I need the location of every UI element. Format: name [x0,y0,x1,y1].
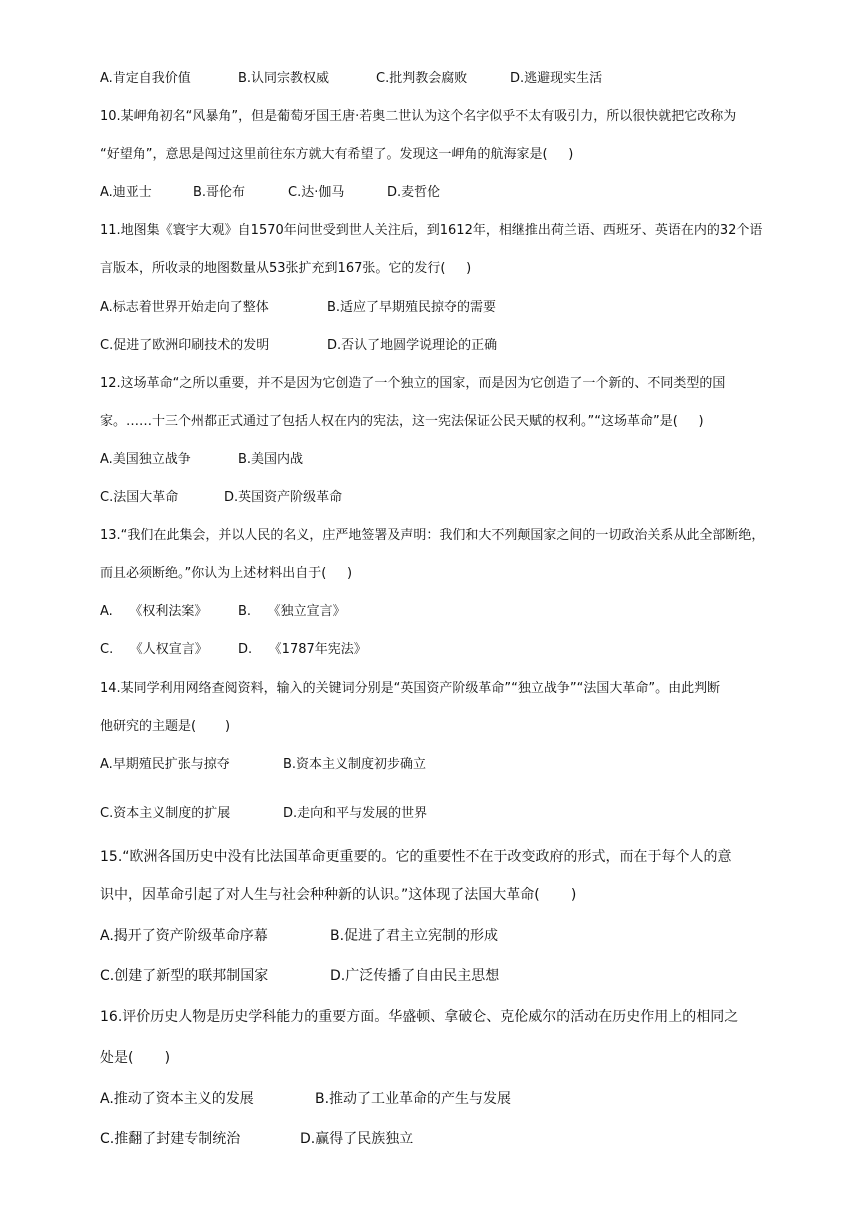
q12-option-b: B.美国内战 [238,452,304,467]
q15-stem-line-1: 15.“欧洲各国历史中没有比法国革命更重要的。它的重要性不在于改变政府的形式，而在于每个人的意 [100,849,732,865]
q12-option-a: A.美国独立战争 [100,452,191,467]
q15-option-b: B.促进了君主立宪制的形成 [330,928,499,944]
q16-option-b: B.推动了工业革命的产生与发展 [315,1091,512,1107]
q13-option-c: C. 《人权宣言》 [100,642,208,657]
q14-stem-line-1: 14.某同学利用网络查阅资料，输入的关键词分别是“英国资产阶级革命”“独立战争”“法国大革命”。由此判断 [100,681,721,696]
q9-option-c: C.批判教会腐败 [376,71,468,86]
q16-stem-line-1: 16.评价历史人物是历史学科能力的重要方面。华盛顿、拿破仑、克伦威尔的活动在历史作用上的相同之 [100,1009,739,1025]
q14-option-a: A.早期殖民扩张与掠夺 [100,757,230,772]
q15-option-c: C.创建了新型的联邦制国家 [100,968,269,984]
q11-option-c: C.促进了欧洲印刷技术的发明 [100,338,270,353]
q16-option-c: C.推翻了封建专制统治 [100,1131,241,1147]
q11-option-d: D.否认了地圆学说理论的正确 [327,338,498,353]
q16-option-a: A.推动了资本主义的发展 [100,1091,254,1107]
q12-stem-line-2: 家。……十三个州都正式通过了包括人权在内的宪法，这一宪法保证公民天赋的权利。”“这场革命”是( ) [100,414,704,429]
q13-stem-line-1: 13.“我们在此集会，并以人民的名义，庄严地签署及声明：我们和大不列颠国家之间的一切政治关系从此全部断绝， [100,528,765,543]
q14-stem-line-2: 他研究的主题是( ) [100,719,231,734]
q10-option-b: B.哥伦布 [193,185,246,200]
q15-stem-line-2: 识中，因革命引起了对人生与社会种种新的认识。”这体现了法国大革命( ) [100,887,577,903]
q9-option-b: B.认同宗教权威 [238,71,330,86]
q11-option-b: B.适应了早期殖民掠夺的需要 [327,300,497,315]
q16-stem-line-2: 处是( ) [100,1050,171,1066]
q14-option-d: D.走向和平与发展的世界 [283,806,428,821]
q16-option-d: D.赢得了民族独立 [300,1131,414,1147]
q13-option-a: A. 《权利法案》 [100,604,208,619]
q13-stem-line-2: 而且必须断绝。”你认为上述材料出自于( ) [100,566,353,581]
q11-stem-line-2: 言版本，所收录的地图数量从53张扩充到167张。它的发行( ) [100,261,472,276]
q12-option-d: D.英国资产阶级革命 [224,490,343,505]
q10-option-c: C.达·伽马 [288,185,345,200]
q12-option-c: C.法国大革命 [100,490,179,505]
q12-stem-line-1: 12.这场革命“之所以重要，并不是因为它创造了一个独立的国家，而是因为它创造了一个新的、不同类型的国 [100,376,726,391]
q15-option-d: D.广泛传播了自由民主思想 [330,968,500,984]
q13-option-b: B. 《独立宣言》 [238,604,346,619]
q15-option-a: A.揭开了资产阶级革命序幕 [100,928,268,944]
q10-option-a: A.迪亚士 [100,185,152,200]
q10-stem-line-2: “好望角”，意思是闯过这里前往东方就大有希望了。发现这一岬角的航海家是( ) [100,147,574,162]
q14-option-b: B.资本主义制度初步确立 [283,757,427,772]
q11-option-a: A.标志着世界开始走向了整体 [100,300,269,315]
q11-stem-line-1: 11.地图集《寰宇大观》自1570年问世受到世人关注后，到1612年，相继推出荷兰语、西班牙、英语在内的32个语 [100,223,763,238]
q9-option-a: A.肯定自我价值 [100,71,191,86]
q13-option-d: D. 《1787年宪法》 [238,642,367,657]
q10-option-d: D.麦哲伦 [387,185,441,200]
q14-option-c: C.资本主义制度的扩展 [100,806,231,821]
q10-stem-line-1: 10.某岬角初名“风暴角”，但是葡萄牙国王唐·若奥二世认为这个名字似乎不太有吸引力，所以很快就把它改称为 [100,109,737,124]
q9-option-d: D.逃避现实生活 [510,71,603,86]
